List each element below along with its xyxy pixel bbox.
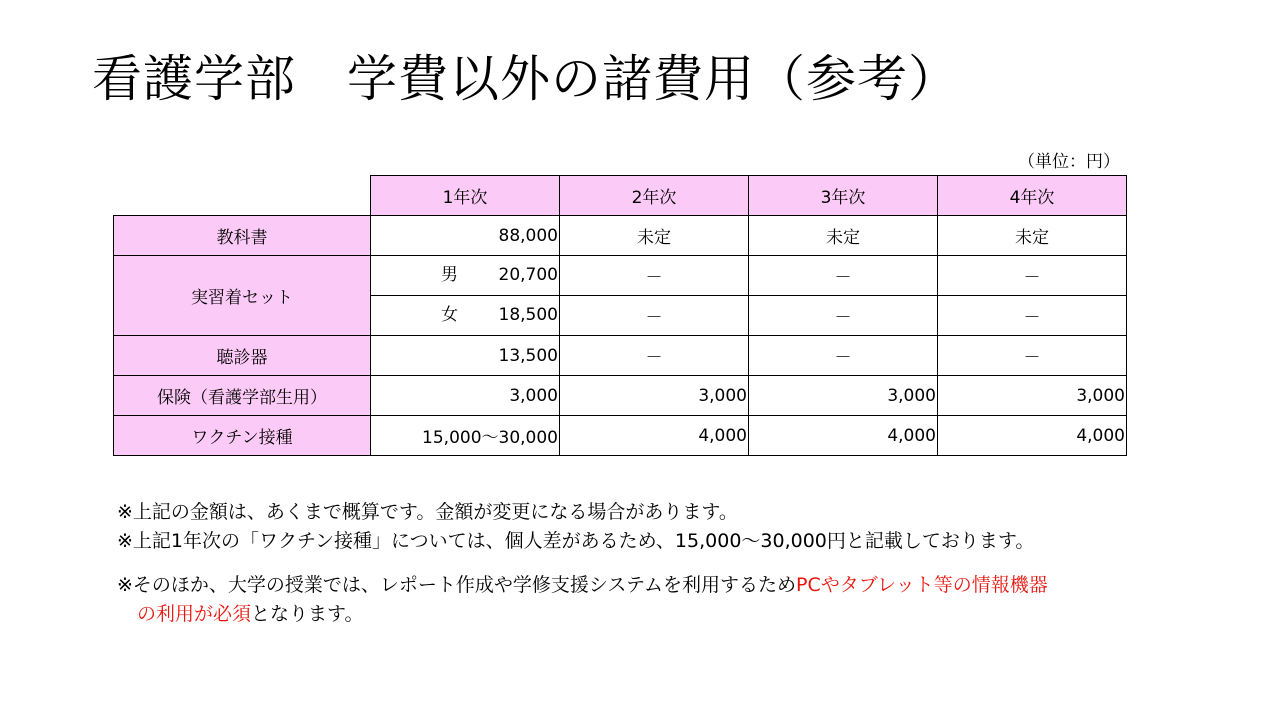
table-row <box>114 336 1127 376</box>
cell-amount: 18,500 <box>498 305 558 325</box>
cell-value: 4,000 <box>560 416 749 456</box>
cell-value: － <box>938 296 1127 336</box>
col-header-year1: 1年次 <box>371 176 560 216</box>
cell-value: 15,000～30,000 <box>371 416 560 456</box>
note-devices-text: ※そのほか、大学の授業では、レポート作成や学修支援システムを利用するため <box>117 574 797 596</box>
cell-value: － <box>749 296 938 336</box>
cell-value: － <box>749 336 938 376</box>
table-row <box>114 216 1127 256</box>
cell-value: 未定 <box>749 216 938 256</box>
header-row <box>114 176 1127 216</box>
note-devices <box>117 571 1048 600</box>
fees-table <box>113 175 1127 456</box>
cell-value: 3,000 <box>371 376 560 416</box>
note-vaccine: ※上記1年次の「ワクチン接種」については、個人差があるため、15,000～30,000円と記載しております。 <box>117 530 1035 552</box>
cell-value: 未定 <box>938 216 1127 256</box>
gender-label-female: 女 <box>441 305 458 325</box>
notes <box>117 498 1048 629</box>
cell-value: 3,000 <box>749 376 938 416</box>
cell-value: 未定 <box>560 216 749 256</box>
note-estimate: ※上記の金額は、あくまで概算です。金額が変更になる場合があります。 <box>117 501 738 523</box>
page-title: 看護学部 学費以外の諸費用（参考） <box>92 50 959 108</box>
cell-value: 4,000 <box>938 416 1127 456</box>
note-devices-continued <box>117 600 1048 629</box>
row-label-uniform-set: 実習着セット <box>114 256 371 336</box>
cell-value: － <box>938 336 1127 376</box>
cell-value: 3,000 <box>938 376 1127 416</box>
cell-amount: 20,700 <box>498 265 558 285</box>
cell-value: 4,000 <box>749 416 938 456</box>
cell-value-female <box>371 296 560 336</box>
col-header-year4: 4年次 <box>938 176 1127 216</box>
note-devices-highlight: PCやタブレット等の情報機器 <box>796 574 1048 596</box>
gender-label-male: 男 <box>441 265 458 285</box>
unit-label: （単位：円） <box>1018 152 1120 172</box>
cell-value: － <box>749 256 938 296</box>
col-header-year2: 2年次 <box>560 176 749 216</box>
cell-value: － <box>938 256 1127 296</box>
row-label-insurance: 保険（看護学部生用） <box>114 376 371 416</box>
table-row <box>114 416 1127 456</box>
corner-cell <box>114 176 371 216</box>
cell-value-male <box>371 256 560 296</box>
row-label-stethoscope: 聴診器 <box>114 336 371 376</box>
table-row <box>114 376 1127 416</box>
note-required-highlight: の利用が必須 <box>137 603 252 625</box>
cell-value: 88,000 <box>371 216 560 256</box>
col-header-year3: 3年次 <box>749 176 938 216</box>
cell-value: 13,500 <box>371 336 560 376</box>
note-devices-ending: となります。 <box>251 603 364 625</box>
cell-value: 3,000 <box>560 376 749 416</box>
cell-value: － <box>560 336 749 376</box>
cell-value: － <box>560 256 749 296</box>
cell-value: － <box>560 296 749 336</box>
table-row <box>114 256 1127 296</box>
row-label-vaccine: ワクチン接種 <box>114 416 371 456</box>
row-label-textbook: 教科書 <box>114 216 371 256</box>
